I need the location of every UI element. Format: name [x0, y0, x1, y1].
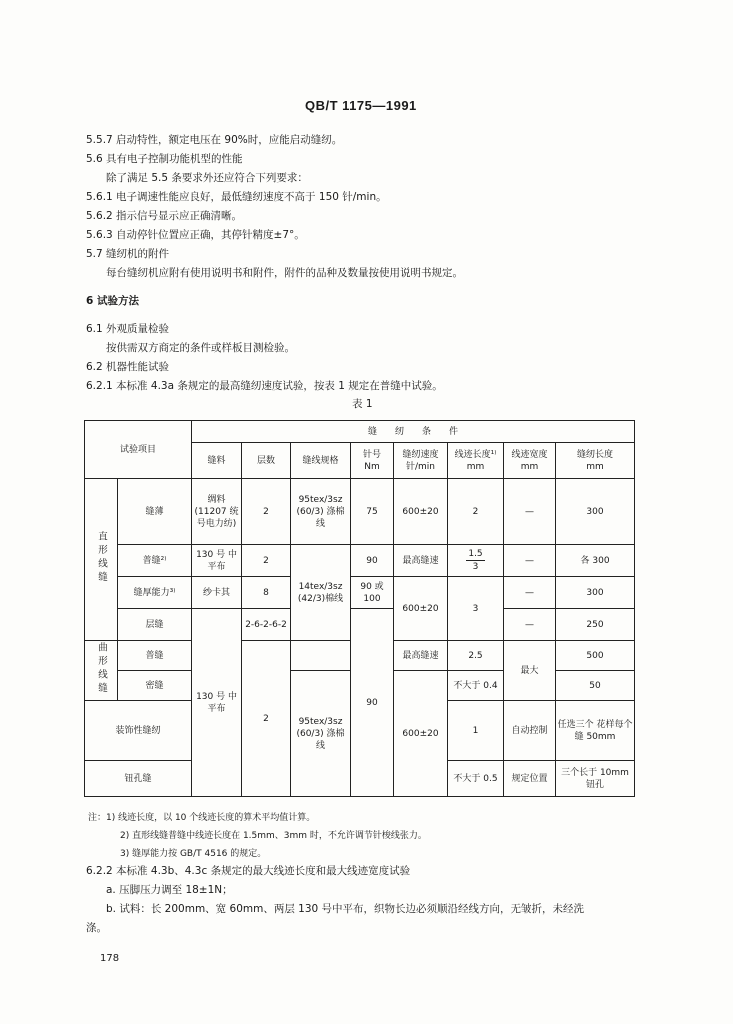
row-thick-fabric: 纱卡其 — [192, 577, 242, 609]
para-5-6-1: 5.6.1 电子调速性能应良好，最低缝纫速度不高于 150 针/min。 — [86, 191, 387, 203]
section-6-heading: 6 试验方法 — [86, 295, 139, 307]
row-layered-item: 层缝 — [118, 609, 192, 641]
header-stitch-length: 线迹长度¹⁾ mm — [448, 443, 504, 479]
row-curved-plain-item: 普缝 — [118, 641, 192, 671]
row-decor-seam: 任选三个 花样每个 缝 50mm — [556, 701, 635, 761]
row-thick-thread: 14tex/3sz (42/3)棉线 — [291, 545, 351, 641]
para-6-2-1: 6.2.1 本标准 4.3a 条规定的最高缝纫速度试验，按表 1 规定在普缝中试验。 — [86, 380, 443, 392]
header-speed: 缝纫速度 针/min — [394, 443, 448, 479]
row-curved-plain-stitch: 2.5 — [448, 641, 504, 671]
row-buttonhole-seam: 三个长于 10mm 钮孔 — [556, 761, 635, 797]
row-plain-fabric: 130 号 中平布 — [192, 545, 242, 577]
para-5-6-3: 5.6.3 自动停针位置应正确，其停针精度±7°。 — [86, 229, 305, 241]
para-5-7-body: 每台缝纫机应附有使用说明书和附件，附件的品种及数量按使用说明书规定。 — [106, 267, 463, 279]
row-thin-seam: 300 — [556, 479, 635, 545]
row-plain-layers: 2 — [242, 545, 291, 577]
row-dense-item: 密缝 — [118, 671, 192, 701]
row-thin-fabric: 绸料(11207 统号电力纺) — [192, 479, 242, 545]
row-thin-thread: 95tex/3sz (60/3) 涤棉线 — [291, 479, 351, 545]
row-decor-width: 自动控制 — [504, 701, 556, 761]
row-layered-seam: 250 — [556, 609, 635, 641]
page-number: 178 — [100, 953, 120, 964]
row-cloth-needle: 90 — [351, 609, 394, 797]
para-6-2-2-b-cont: 涤。 — [86, 922, 107, 934]
row-buttonhole-width: 规定位置 — [504, 761, 556, 797]
row-curved-plain-seam: 500 — [556, 641, 635, 671]
header-fabric: 缝料 — [192, 443, 242, 479]
row-curved-plain-speed: 最高缝速 — [394, 641, 448, 671]
row-plain-speed: 最高缝速 — [394, 545, 448, 577]
row-curved-plain-thread — [291, 641, 351, 671]
row-buttonhole-stitch: 不大于 0.5 — [448, 761, 504, 797]
note-2: 2) 直形线缝普缝中线迹长度在 1.5mm、3mm 时，不允许调节针梭线张力。 — [120, 831, 427, 841]
note-3: 3) 缝厚能力按 GB/T 4516 的规定。 — [120, 849, 267, 859]
row-plain-stitch: $\frac{1.5}{3}$ — [448, 545, 504, 577]
heading-6-1: 6.1 外观质量检验 — [86, 323, 170, 335]
table-title: 表 1 — [352, 398, 373, 410]
para-5-6-2: 5.6.2 指示信号显示应正确清晰。 — [86, 210, 243, 222]
note-1: 注：1) 线迹长度，以 10 个线迹长度的算术平均值计算。 — [88, 813, 316, 823]
para-6-2-2-a: a. 压脚压力调至 18±1N； — [106, 884, 233, 896]
row-decor-item: 装饰性缝纫 — [85, 701, 192, 761]
row-plain-width: — — [504, 545, 556, 577]
row-thick-stitch: 3 — [448, 577, 504, 641]
row-plain-item: 普缝²⁾ — [118, 545, 192, 577]
group-straight-seam: 直形线缝 — [85, 479, 118, 641]
para-6-2-2-b: b. 试料：长 200mm、宽 60mm、两层 130 号中平布，织物长边必须顺沿经线方向，无皱折，未经洗 — [106, 903, 585, 915]
header-sewing-conditions: 缝 纫 条 件 — [192, 421, 635, 443]
row-thin-layers: 2 — [242, 479, 291, 545]
row-cloth-layers: 2 — [242, 641, 291, 797]
para-5-5-7: 5.5.7 启动特性，额定电压在 90%时，应能启动缝纫。 — [86, 134, 343, 146]
row-thick-layers: 8 — [242, 577, 291, 609]
row-thin-stitch: 2 — [448, 479, 504, 545]
header-seam-length: 缝纫长度 mm — [556, 443, 635, 479]
row-cloth-fabric: 130 号 中平布 — [192, 609, 242, 797]
row-thick-needle: 90 或 100 — [351, 577, 394, 609]
row-dense-stitch: 不大于 0.4 — [448, 671, 504, 701]
row-plain-seam: 各 300 — [556, 545, 635, 577]
row-curved-width: 最大 — [504, 641, 556, 701]
row-thick-item: 缝厚能力³⁾ — [118, 577, 192, 609]
para-6-2-2: 6.2.2 本标准 4.3b、4.3c 条规定的最大线迹长度和最大线迹宽度试验 — [86, 865, 411, 877]
header-needle: 针号 Nm — [351, 443, 394, 479]
test-conditions-table — [84, 420, 635, 797]
row-thick-seam: 300 — [556, 577, 635, 609]
row-thin-needle: 75 — [351, 479, 394, 545]
row-layered-layers: 2-6-2-6-2 — [242, 609, 291, 641]
row-thin-speed: 600±20 — [394, 479, 448, 545]
header-layers: 层数 — [242, 443, 291, 479]
row-thick-width: — — [504, 577, 556, 609]
row-thick-speed: 600±20 — [394, 577, 448, 641]
row-plain-needle: 90 — [351, 545, 394, 577]
heading-6-2: 6.2 机器性能试验 — [86, 361, 170, 373]
heading-5-6: 5.6 具有电子控制功能机型的性能 — [86, 153, 243, 165]
row-dense-seam: 50 — [556, 671, 635, 701]
page-header: QB/T 1175—1991 — [305, 98, 417, 113]
para-6-1-body: 按供需双方商定的条件或样板目测检验。 — [106, 342, 295, 354]
heading-5-7: 5.7 缝纫机的附件 — [86, 248, 170, 260]
group-curved-seam: 曲形线缝 — [85, 641, 118, 701]
row-decor-stitch: 1 — [448, 701, 504, 761]
header-stitch-width: 线迹宽度 mm — [504, 443, 556, 479]
row-thin-width: — — [504, 479, 556, 545]
row-layered-width: — — [504, 609, 556, 641]
row-buttonhole-item: 钮孔缝 — [85, 761, 192, 797]
header-test-item: 试验项目 — [85, 421, 192, 479]
header-thread: 缝线规格 — [291, 443, 351, 479]
row-thin-item: 缝薄 — [118, 479, 192, 545]
row-cloth-thread: 95tex/3sz (60/3) 涤棉线 — [291, 671, 351, 797]
para-5-6-body: 除了满足 5.5 条要求外还应符合下列要求： — [106, 172, 308, 184]
row-decor-speed: 600±20 — [394, 671, 448, 797]
